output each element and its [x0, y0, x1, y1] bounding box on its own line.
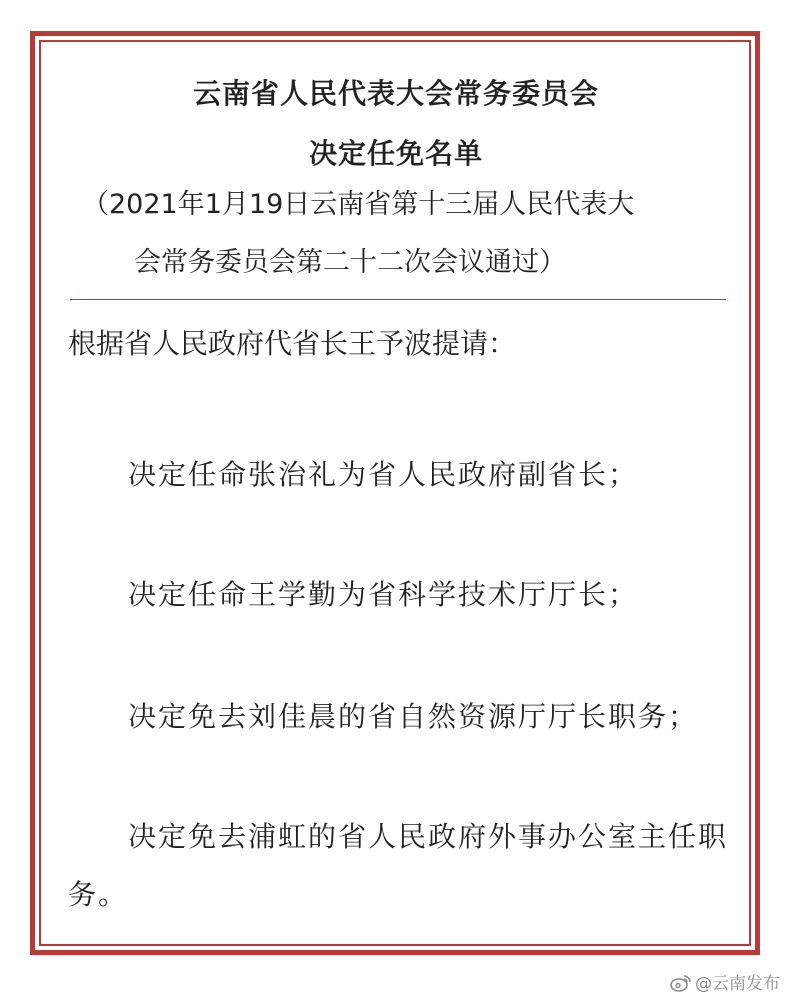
decision-item-2: 决定任命王学勤为省科学技术厅厅长； [128, 578, 639, 611]
weibo-icon [670, 974, 692, 992]
subtitle-line-1: （2021年1月19日云南省第十三届人民代表大 [82, 189, 635, 220]
document-header [40, 64, 752, 184]
document-title-line-2: 决定任免名单 [308, 137, 483, 170]
document-title-line-1: 云南省人民代表大会常务委员会 [192, 77, 599, 110]
weibo-watermark [670, 969, 780, 994]
intro-paragraph: 根据省人民政府代省长王予波提请： [68, 327, 517, 360]
subtitle-line-2: 会常务委员会第二十二次会议通过） [134, 247, 566, 278]
watermark-text: @云南发布 [695, 974, 780, 994]
header-divider [70, 299, 726, 300]
decision-item-4: 决定免去浦虹的省人民政府外事办公室主任职务。 [68, 820, 729, 911]
document-subtitle [82, 176, 722, 292]
decision-item-1: 决定任命张治礼为省人民政府副省长； [128, 458, 639, 491]
document-body [68, 320, 728, 924]
decision-item-3: 决定免去刘佳晨的省自然资源厅厅长职务； [128, 700, 699, 733]
